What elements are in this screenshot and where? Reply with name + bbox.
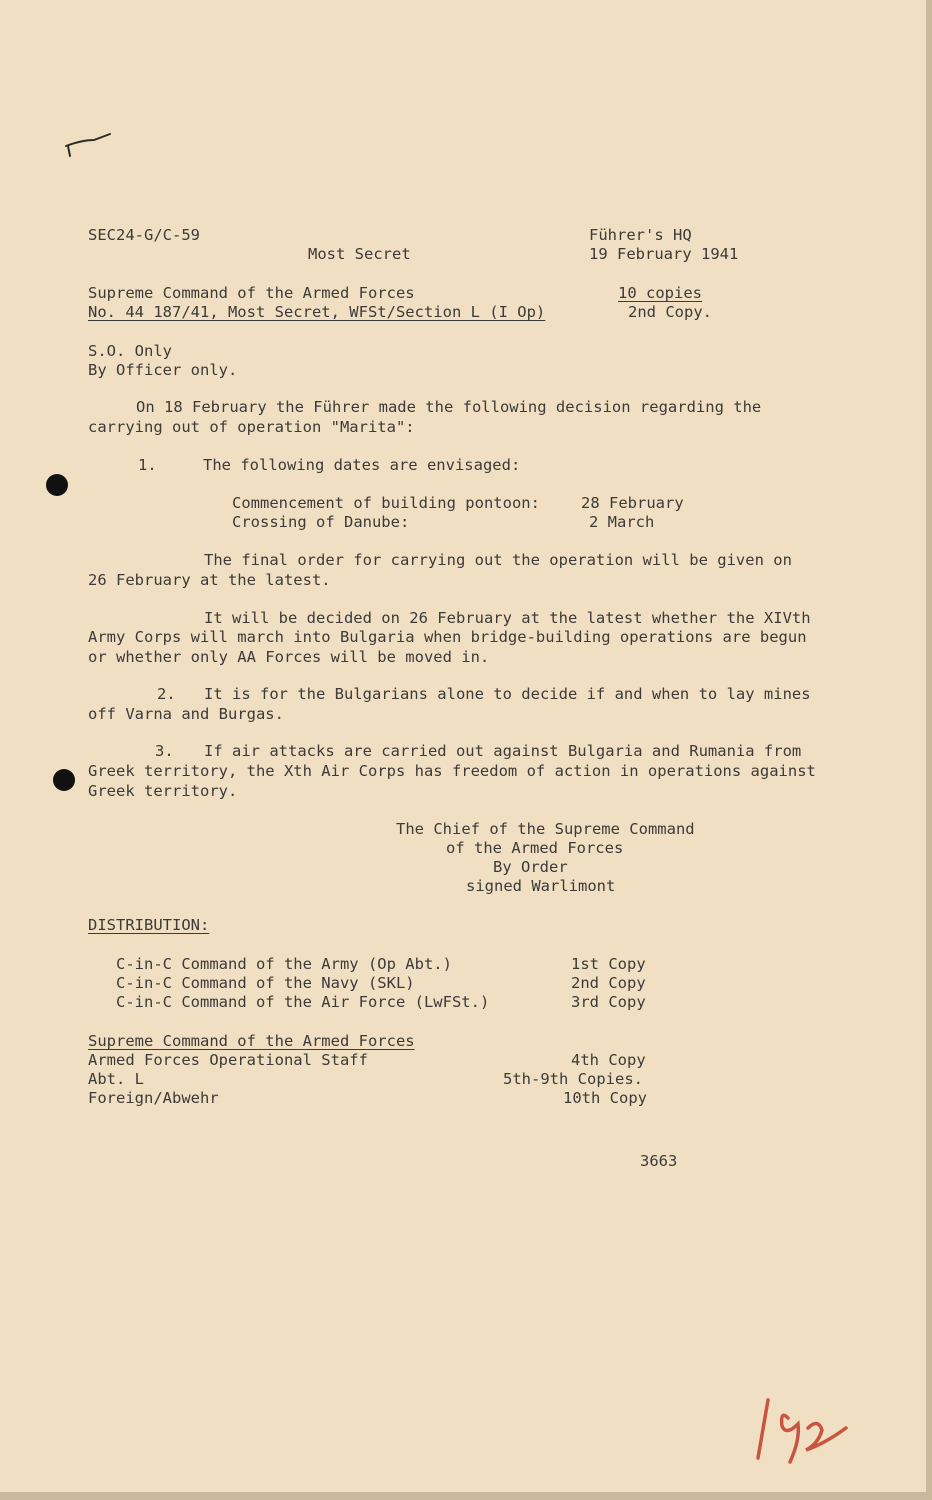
final-order-line-1: The final order for carrying out the operation will be given on: [204, 551, 792, 569]
copy-number: 2nd Copy.: [628, 303, 712, 321]
sender-line-1: Supreme Command of the Armed Forces: [88, 284, 415, 302]
distribution-recipient: Abt. L: [88, 1070, 144, 1088]
distribution-copy: 5th-9th Copies.: [503, 1070, 643, 1088]
signature-line-4: signed Warlimont: [466, 877, 616, 895]
signature-line-1: The Chief of the Supreme Command: [396, 820, 695, 838]
punch-hole-bottom: [53, 769, 75, 791]
sender-line-2: No. 44 187/41, Most Secret, WFSt/Section L (I Op): [88, 303, 546, 321]
paragraph-2-number: 2.: [157, 685, 176, 703]
intro-line-2: carrying out of operation "Marita":: [88, 418, 415, 436]
reference-number: SEC24-G/C-59: [88, 226, 200, 244]
place-of-issue: Führer's HQ: [589, 226, 692, 244]
restriction-line-1: S.O. Only: [88, 342, 172, 360]
paragraph-2-line-2: off Varna and Burgas.: [88, 705, 284, 723]
decision-line-1: It will be decided on 26 February at the latest whether the XIVth: [204, 609, 811, 627]
distribution-copy: 10th Copy: [563, 1089, 647, 1107]
paragraph-1-number: 1.: [138, 456, 157, 474]
pencil-tick-mark: [64, 126, 116, 160]
date-value-danube: 2 March: [589, 513, 655, 531]
distribution-group-2-heading: Supreme Command of the Armed Forces: [88, 1032, 415, 1050]
page-number: 3663: [640, 1152, 678, 1170]
decision-line-2: Army Corps will march into Bulgaria when bridge-building operations are begun: [88, 628, 807, 646]
signature-line-3: By Order: [493, 858, 568, 876]
date-value-pontoon: 28 February: [581, 494, 684, 512]
distribution-recipient: Armed Forces Operational Staff: [88, 1051, 368, 1069]
page-edge-right: [926, 0, 932, 1500]
signature-line-2: of the Armed Forces: [446, 839, 624, 857]
intro-line-1: On 18 February the Führer made the following decision regarding the: [136, 398, 762, 416]
date-label-pontoon: Commencement of building pontoon:: [232, 494, 540, 512]
decision-line-3: or whether only AA Forces will be moved in.: [88, 648, 490, 666]
distribution-copy: 1st Copy: [571, 955, 646, 973]
paragraph-2-line-1: It is for the Bulgarians alone to decide if and when to lay mines: [204, 685, 811, 703]
page-edge-bottom: [0, 1492, 932, 1500]
distribution-copy: 3rd Copy: [571, 993, 646, 1011]
distribution-recipient: Foreign/Abwehr: [88, 1089, 219, 1107]
distribution-copy: 4th Copy: [571, 1051, 646, 1069]
paragraph-3-line-1: If air attacks are carried out against Bulgaria and Rumania from: [204, 742, 802, 760]
document-date: 19 February 1941: [589, 245, 739, 263]
punch-hole-top: [46, 474, 68, 496]
final-order-line-2: 26 February at the latest.: [88, 571, 331, 589]
distribution-recipient: C-in-C Command of the Army (Op Abt.): [116, 955, 452, 973]
paragraph-3-line-3: Greek territory.: [88, 782, 238, 800]
paragraph-1-text: The following dates are envisaged:: [203, 456, 521, 474]
paragraph-3-number: 3.: [155, 742, 174, 760]
paragraph-3-line-2: Greek territory, the Xth Air Corps has freedom of action in operations against: [88, 762, 816, 780]
classification: Most Secret: [308, 245, 411, 263]
distribution-recipient: C-in-C Command of the Navy (SKL): [116, 974, 415, 992]
copies-count: 10 copies: [618, 284, 702, 302]
distribution-heading: DISTRIBUTION:: [88, 916, 210, 934]
restriction-line-2: By Officer only.: [88, 361, 238, 379]
handwritten-folio-number: [750, 1388, 860, 1468]
distribution-recipient: C-in-C Command of the Air Force (LwFSt.): [116, 993, 490, 1011]
distribution-copy: 2nd Copy: [571, 974, 646, 992]
date-label-danube: Crossing of Danube:: [232, 513, 410, 531]
